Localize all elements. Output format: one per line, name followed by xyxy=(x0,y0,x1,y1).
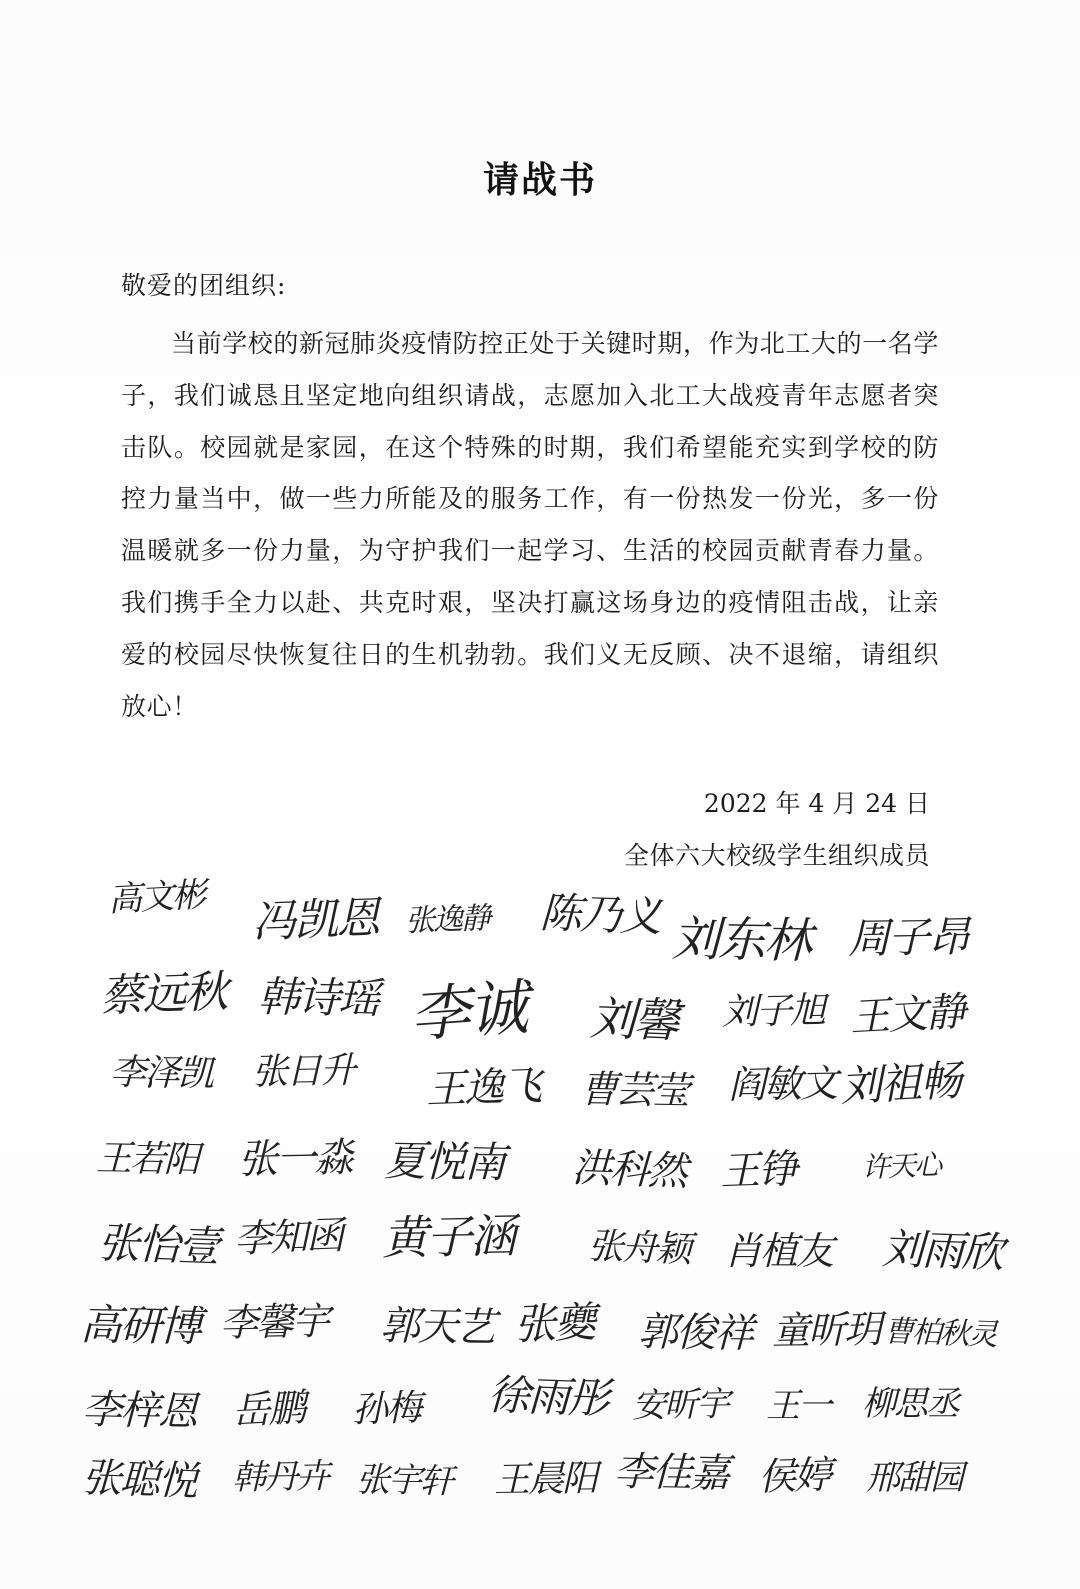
signature: 王晨阳 xyxy=(493,1458,597,1501)
signature: 高研博 xyxy=(79,1300,201,1352)
signature: 李泽凯 xyxy=(109,1052,213,1095)
signature: 刘子旭 xyxy=(721,990,825,1033)
signature: 李梓恩 xyxy=(81,1387,197,1435)
signature: 王一 xyxy=(766,1386,830,1426)
signature: 柳思丞 xyxy=(862,1384,958,1424)
signature: 徐雨彤 xyxy=(487,1370,609,1424)
document-title: 请战书 xyxy=(482,159,597,201)
signature: 冯凯恩 xyxy=(251,892,379,948)
signature: 张聪悦 xyxy=(81,1455,197,1505)
signature: 邢甜园 xyxy=(866,1458,962,1498)
signature: 肖植友 xyxy=(724,1229,833,1273)
signature: 张夔 xyxy=(513,1297,595,1349)
signature: 刘祖畅 xyxy=(838,1055,962,1111)
signature: 孙梅 xyxy=(351,1387,421,1431)
signature: 岳鹏 xyxy=(231,1385,306,1433)
signature: 曹柏秋灵 xyxy=(883,1314,997,1353)
signature: 王铮 xyxy=(719,1146,797,1195)
body-paragraph: 当前学校的新冠肺炎疫情防控正处于关键时期，作为北工大的一名学子，我们诚恳且坚定地向组织请战，志愿加入北工大战疫青年志愿者突击队。校园就是家园，在这个特殊的时期，我们希望能充实到学校的防控力量当中，做一些力所能及的服务工作，有一份热发一份光，多一份温暖就多一份力量，为守护我们一起学习、生活的校园贡献青春力量。我们携手全力以赴、共克时艰，坚决打赢这场身边的疫情阻击战，让亲爱的校园尽快恢复往日的生机勃勃。我们义无反顾、决不退缩，请组织放心！ xyxy=(121,329,940,721)
salutation: 敬爱的团组织: xyxy=(121,271,287,300)
signature: 刘馨 xyxy=(588,991,679,1049)
signature: 李诚 xyxy=(407,972,529,1051)
signature: 陈乃义 xyxy=(539,888,661,942)
signature: 张逸静 xyxy=(404,901,490,939)
signature: 洪科然 xyxy=(571,1145,687,1195)
signature: 李知函 xyxy=(233,1213,343,1261)
signature: 郭俊祥 xyxy=(637,1309,753,1357)
signature: 张怡壹 xyxy=(97,1218,219,1272)
signature: 曹芸莹 xyxy=(579,1067,689,1113)
document-date: 2022 年 4 月 24 日 xyxy=(703,789,930,818)
signature: 夏悦南 xyxy=(383,1136,505,1188)
signature: 张宇轩 xyxy=(355,1460,453,1502)
signature: 王文静 xyxy=(848,989,966,1041)
signature: 蔡远秋 xyxy=(99,966,227,1022)
signature: 安昕宇 xyxy=(631,1384,729,1426)
signature: 郭天艺 xyxy=(379,1303,495,1351)
signature: 韩丹卉 xyxy=(231,1456,329,1498)
signature: 张舟颖 xyxy=(587,1226,691,1271)
signature: 阎敏文 xyxy=(727,1061,837,1107)
signature: 侯婷 xyxy=(757,1452,831,1499)
signatory-line: 全体六大校级学生组织成员 xyxy=(623,841,930,870)
signature: 童昕玥 xyxy=(771,1307,881,1353)
signature: 刘雨欣 xyxy=(881,1224,1003,1278)
signature: 李馨宇 xyxy=(219,1299,329,1345)
signature: 黄子涵 xyxy=(381,1208,515,1265)
signature: 李佳嘉 xyxy=(613,1449,729,1497)
signature: 刘东林 xyxy=(671,911,811,970)
signature: 周子昂 xyxy=(847,911,969,963)
signature: 张日升 xyxy=(251,1050,355,1093)
signature: 韩诗瑶 xyxy=(257,972,379,1024)
signature: 高文彬 xyxy=(107,874,206,920)
signature: 张一淼 xyxy=(237,1135,353,1183)
signature: 许天心 xyxy=(861,1148,941,1184)
signature: 王逸飞 xyxy=(425,1063,541,1113)
signature: 王若阳 xyxy=(95,1138,199,1181)
